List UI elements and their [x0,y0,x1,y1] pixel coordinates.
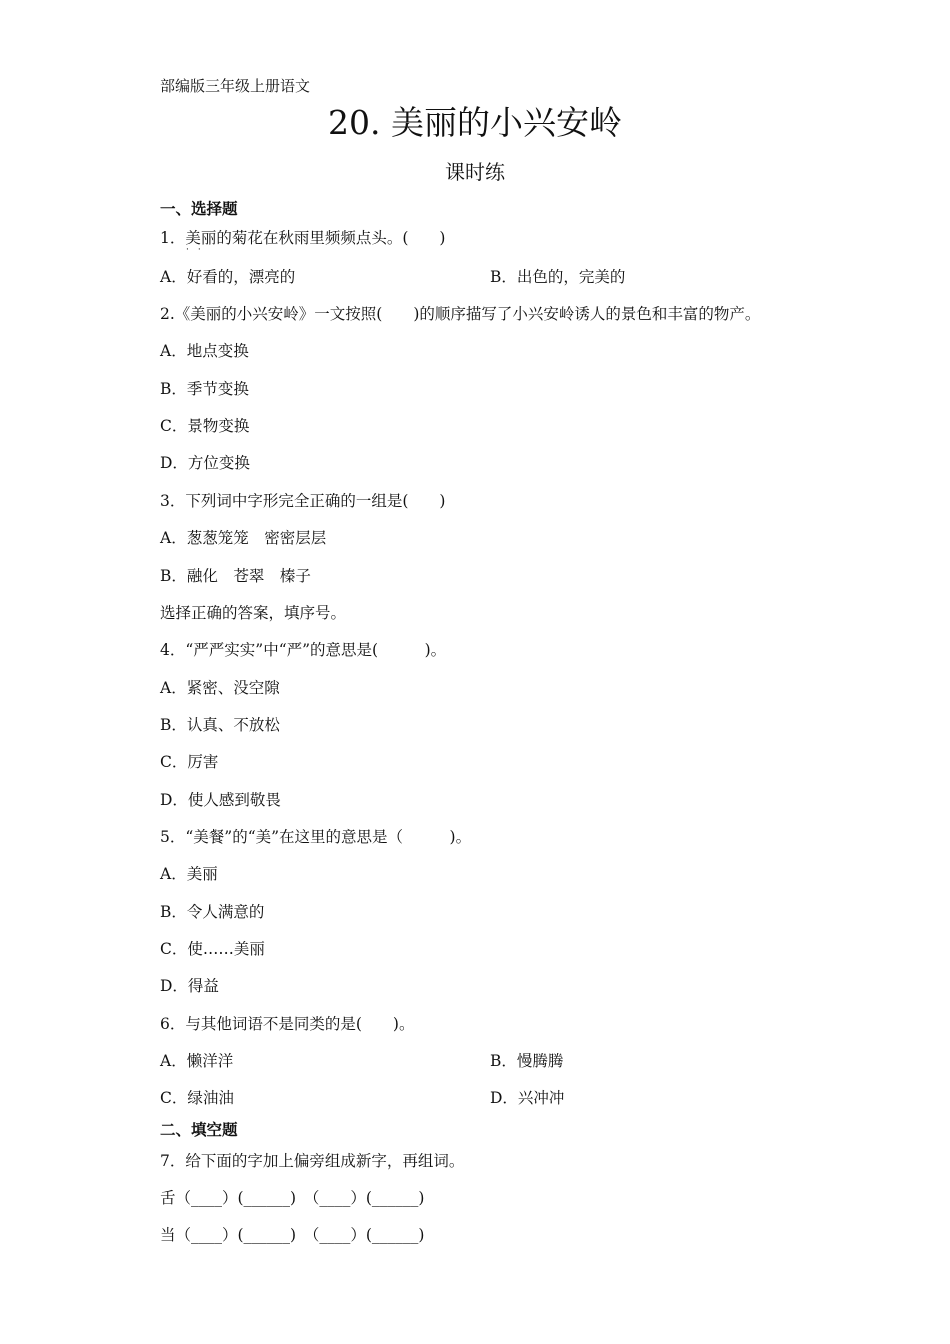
instruction-text: 选择正确的答案，填序号。 [160,604,347,622]
question-4-stem: 4．“严严实实”中“严”的意思是( )。 [160,641,447,659]
question-7-row-2: 当（____）(______) （____）(______) [160,1226,425,1244]
page-subtitle: 课时练 [445,160,505,184]
question-6-option-b: B．慢腾腾 [490,1052,564,1070]
question-4-option-a: A．紧密、没空隙 [160,679,280,697]
question-6-option-d: D．兴冲冲 [490,1089,565,1107]
question-2-option-b: B．季节变换 [160,380,249,398]
question-3-option-a: A．葱葱笼笼 密密层层 [160,529,327,547]
question-2-option-a: A．地点变换 [160,342,249,360]
question-4-option-d: D．使人感到敬畏 [160,791,281,809]
question-6-option-a: A．懒洋洋 [160,1052,234,1070]
section-heading-choice: 一、选择题 [160,199,238,218]
question-2-stem: 2.《美丽的小兴安岭》一文按照( )的顺序描写了小兴安岭诱人的景色和丰富的物产。 [160,305,761,323]
question-1-option-a: A．好看的，漂亮的 [160,268,296,286]
question-4-option-b: B．认真、不放松 [160,716,280,734]
question-5-option-a: A．美丽 [160,865,218,883]
question-7-stem: 7．给下面的字加上偏旁组成新字，再组词。 [160,1152,465,1170]
question-2-option-d: D．方位变换 [160,454,250,472]
page-header: 部编版三年级上册语文 [160,77,311,95]
question-1-stem: 1．美丽的菊花在秋雨里频频点头。( ) [160,229,446,247]
section-heading-fill: 二、填空题 [160,1120,238,1139]
emphasis-dots: ·· [186,245,210,255]
question-6-option-c: C．绿油油 [160,1089,234,1107]
page-title: 20. 美丽的小兴安岭 [328,103,622,142]
question-5-option-d: D．得益 [160,977,219,995]
question-5-option-b: B．令人满意的 [160,903,265,921]
question-7-row-1: 舌（____）(______) （____）(______) [160,1189,425,1207]
question-1-option-b: B．出色的，完美的 [490,268,626,286]
question-3-option-b: B．融化 苍翠 榛子 [160,567,311,585]
question-6-stem: 6．与其他词语不是同类的是( )。 [160,1015,415,1033]
question-2-option-c: C．景物变换 [160,417,250,435]
question-4-option-c: C．厉害 [160,753,219,771]
question-5-option-c: C．使……美丽 [160,940,265,958]
question-3-stem: 3．下列词中字形完全正确的一组是( ) [160,492,446,510]
question-5-stem: 5．“美餐”的“美”在这里的意思是（ )。 [160,828,472,846]
